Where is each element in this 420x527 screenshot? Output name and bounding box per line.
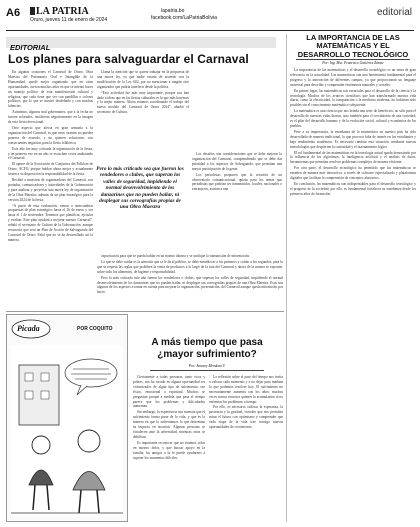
paragraph: El rol fundamental de las matemáticas en la tecnología actual queda demostrado por la influencia de los algoritmos, la inteligencia artificial y el análisis de datos, herramientas que permiten resolver problemas complejos de manera eficiente. [290, 150, 416, 165]
cartoon-byline: POR COQUITO [77, 326, 113, 332]
newspaper-logo: LA PATRIA [30, 6, 89, 17]
paragraph: Lo que se debe cuidar es la atención que se le da al público, se debe ennoblecer a los primeros y cuidar a los segundos, para lo que se respeta las reglas que prohíben la venta de productos a lo largo de la ruta del Carnaval y ahora de la misma se exponen, sobre todo los alimentos, de higiene y responsabilidad. [97, 259, 283, 274]
editorial-column-2-top [97, 70, 189, 162]
paragraph: “A partir de esta evaluación, vamos a intercambiar propuestas de plan estratégico hasta el 16 de enero y ver hasta el 1 de noviembre. Tenemos que planificar, ejecutar y evaluar. Este plan ayudará a mejorar nuestro Carnaval”, señaló el secretario de Cultura de la Gobernación, aunque reconoció que será un Plan de Acción de Salvaguarda del Carnaval de Oruro. Faltó que no se ha desarrollado así la manera. [8, 203, 93, 242]
right-article-author: Por: Ing. Msc. Francisco Gutiérrez Zárate [322, 61, 384, 65]
editorial-title: Los planes para salvaguardar el Carnaval [8, 52, 249, 66]
paragraph: “Esta actividad fue más muy importante, porque nos han dado a ideas que en las fiestas culturales es lo que más hacemos y la mejor manera. Ahora estamos coordinando el trabajo del nuevo modelo del Carnaval de Oruro 2024”, añadió el secretario de Cultura. [97, 90, 189, 115]
header-rule [6, 30, 414, 31]
paragraph: Por otra parte, el desarrollo tecnológico ha permitido que las matemáticas se enseñen de manera más interactiva, a través de software especializado y plataformas digitales que facilitan la comprensión de conceptos abstractos. [290, 166, 416, 181]
flag-icon [30, 7, 35, 15]
title-rule [296, 59, 410, 60]
paragraph: La reflexión sobre el paso del tiempo nos invita a valorar cada momento y a no dejar para mañana lo que podemos resolver hoy. El sufrimiento no necesariamente aumenta con los años; muchas veces somos nosotros quienes lo acumulamos al no enfrentar los problemas a tiempo. [209, 375, 283, 404]
lower-article-column-2 [209, 375, 283, 522]
website-text: lapatria.bo [161, 8, 185, 14]
editorial-tab [6, 37, 276, 52]
paragraph: Los desafíos son consideraciones que se debe mejorar la organización del Carnaval, comprendiendo que se debe dar prioridad a los aspectos de Salvaguarda, que permitan una mayor participación de la gente. [192, 152, 282, 171]
paragraph: La importancia de las matemáticas y el desarrollo tecnológico es un tema de gran relevancia en la actualidad. Las matemáticas son una herramienta fundamental para el progreso y la innovación de diferentes campos, ya que proporcionan un lenguaje universal para describir y comprender fenómenos naturales y sociales. [290, 68, 416, 87]
issue-date: Oruro, jueves 11 de enero de 2024 [30, 17, 108, 23]
paragraph: En primer lugar, las matemáticas son esenciales para el desarrollo de la ciencia y la tecnología. Muchos de los avances científicos que han transformado nuestra vida diaria, como la electricidad, la computación o la medicina moderna, no hubieran sido posibles sin el conocimiento matemático subyacente. [290, 88, 416, 108]
paragraph: Los periodistas proponen que la creación de un observatorio comunicacional, quizás para los temas que periodistas que podrían ser transmitidos, locales, nacionales o extranjeros, asistan a una [192, 172, 282, 192]
paragraph: Otro aspecto que afecta en gran armonía a la organización del Carnaval, es que unos cuantos no pueden ponerse de acuerdo, y no quieren soluciones, con consecuentes negativas para la fiesta folklórica. [8, 125, 93, 145]
editorial-column-2-bottom [97, 254, 283, 310]
social-text: facebook.com/LaPatriaBolivia [151, 15, 217, 21]
paragraph: La matemática es una ciencia que nos brinda una serie de beneficios, no sólo para el desarrollo de nuestras vidas diarias, sino también para el crecimiento de una sociedad; es el pilar del desarrollo humano y de la evolución social, cultural y económica de los pueblos. [290, 109, 416, 128]
paragraph: Sin embargo, la experiencia nos muestra que el sufrimiento forma parte de la vida, y que es la manera en que lo enfrentamos lo que determina su impacto en nosotros. Algunas personas se fortalecen ante la adversidad, mientras otras se debilitan. [133, 410, 205, 439]
paragraph: Pero lo más criticado este año fueron los vendedores o clubes, que superan los valles de seguridad, impidiendo el normal desenvolvimiento de los danzarines que no pueden bailar, ni desplegar sus coreografías propias de una Obra Maestra. Esos son algunos de los aspectos a tomar en cuenta para mejorar la organización, presentación, del Carnaval aunque queda aún mucho por hacer. [97, 275, 283, 295]
paragraph: Por ello, es necesario cultivar la esperanza, la paciencia y la gratitud, virtudes que nos permiten mirar el futuro con optimismo y comprender que cada etapa de la vida trae consigo nuevas oportunidades de crecimiento. [209, 405, 283, 430]
section-label: editorial [376, 7, 412, 18]
editorial-tab-label: EDITORIAL [10, 43, 51, 52]
right-article-title: LA IMPORTANCIA DE LAS MATEMÁTICAS Y EL DESARROLLO TECNOLÓGICO [297, 33, 409, 59]
lower-article-title: A más tiempo que pasa ¿mayor sufrimiento? [151, 337, 263, 360]
paragraph: En algunas ocasiones el Carnaval de Oruro, Obra Maestra del Patrimonio Oral e Intangible de la Humanidad, quedó mejor organizado que en otras oportunidades, fueron muchos años en que se intentó hacer un manejo político de esta manifestación cultural y religiosa, que cada tiene que ver con pandillas o colores políticos, por lo que se mostró desdeñado y con muchas falencias. [8, 70, 93, 109]
paragraph: Pese a su importancia, la enseñanza de la matemática en nuestro país ha sido desarrollada de manera tradicional, lo que provoca falta de interés en los estudiantes y bajo rendimiento académico. Es necesario cambiar esta situación, mediante nuevas metodologías que despierten la curiosidad y el razonamiento lógico. [290, 129, 416, 149]
cartoon-illustration-icon [11, 345, 123, 517]
pull-quote: Pero lo más criticado sea que fueron los vendedores o clubes, que superan los valles de seguridad, impidiendo el normal desenvolvimiento de los danzarines que no pueden bailar, ni desplegar sus coreografías propias de una Obra Maestra [96, 166, 184, 211]
paragraph: Ciertamente a todas personas, tanto ricos y pobres, nos ha tocado en alguna oportunidad ser victimizados de algún tipo de sufrimiento, sea físico, emocional o espiritual. Muchos se preguntan porqué a medida que pasa el tiempo parece que los problemas y dificultades aumentan. [133, 375, 205, 409]
paragraph: capacitación para que se pueda hablar en un mismo idioma y se unifique la transmisión de información. [101, 254, 250, 258]
lower-article-column-1 [133, 375, 205, 522]
section-divider [6, 311, 284, 312]
page-number: A6 [6, 7, 21, 19]
lower-article-author: Por: Amaury Mendoza V. [188, 364, 226, 368]
paragraph: Llama la atención que se quiera trabajar en la propuesta de una nueva ley, ya que nadie estaría de acuerdo con la modificación de la Ley 602, por no mencionar a ningún otro organizador que podría interferir desde la política. [97, 70, 189, 89]
paragraph: En conclusión, las matemáticas son indispensables para el desarrollo tecnológico y el progreso de la sociedad; por ello, es fundamental fortalecer su enseñanza desde los primeros años de formación. [290, 181, 416, 196]
paragraph: Es importante reconocer que no estamos solos en nuestro dolor, y que buscar apoyo en la familia, los amigos o la fe puede ayudarnos a superar los momentos difíciles. [133, 440, 205, 460]
paragraph: Asimismo, algunos mal gobernantes, que a la fecha no fueron aclarados, incidieron negativamente en la imagen de esta fiesta devocional. [8, 110, 93, 125]
title-rule [150, 370, 264, 371]
editorial-column-1 [8, 70, 93, 305]
paragraph: El aporte de la Asociación de Conjuntos del Folklore de Oruro, ACFO, porque hablan ahora mejor y actualmente tienen a su disposición la responsabilidad de la fiesta. [8, 162, 93, 177]
paragraph: Este año fue muy criticada la organización de la fiesta, y en primera vez en un año se escuchan voces analizando el Carnaval. [8, 146, 93, 161]
cartoon-caption: Picada [17, 324, 40, 333]
right-article-body [290, 68, 416, 522]
column-divider [286, 34, 287, 522]
paragraph: Recibió a muestras de organizadores del Carnaval, con portadas, comunicadores y autoridades de la Gobernación y para analizar y proyectar una nueva ley de organización de la Obra Maestra; además de un plan estratégico para la versión 2024 de la fiesta. [8, 178, 93, 202]
cartoon-panel [6, 314, 128, 522]
editorial-column-3 [192, 152, 282, 252]
